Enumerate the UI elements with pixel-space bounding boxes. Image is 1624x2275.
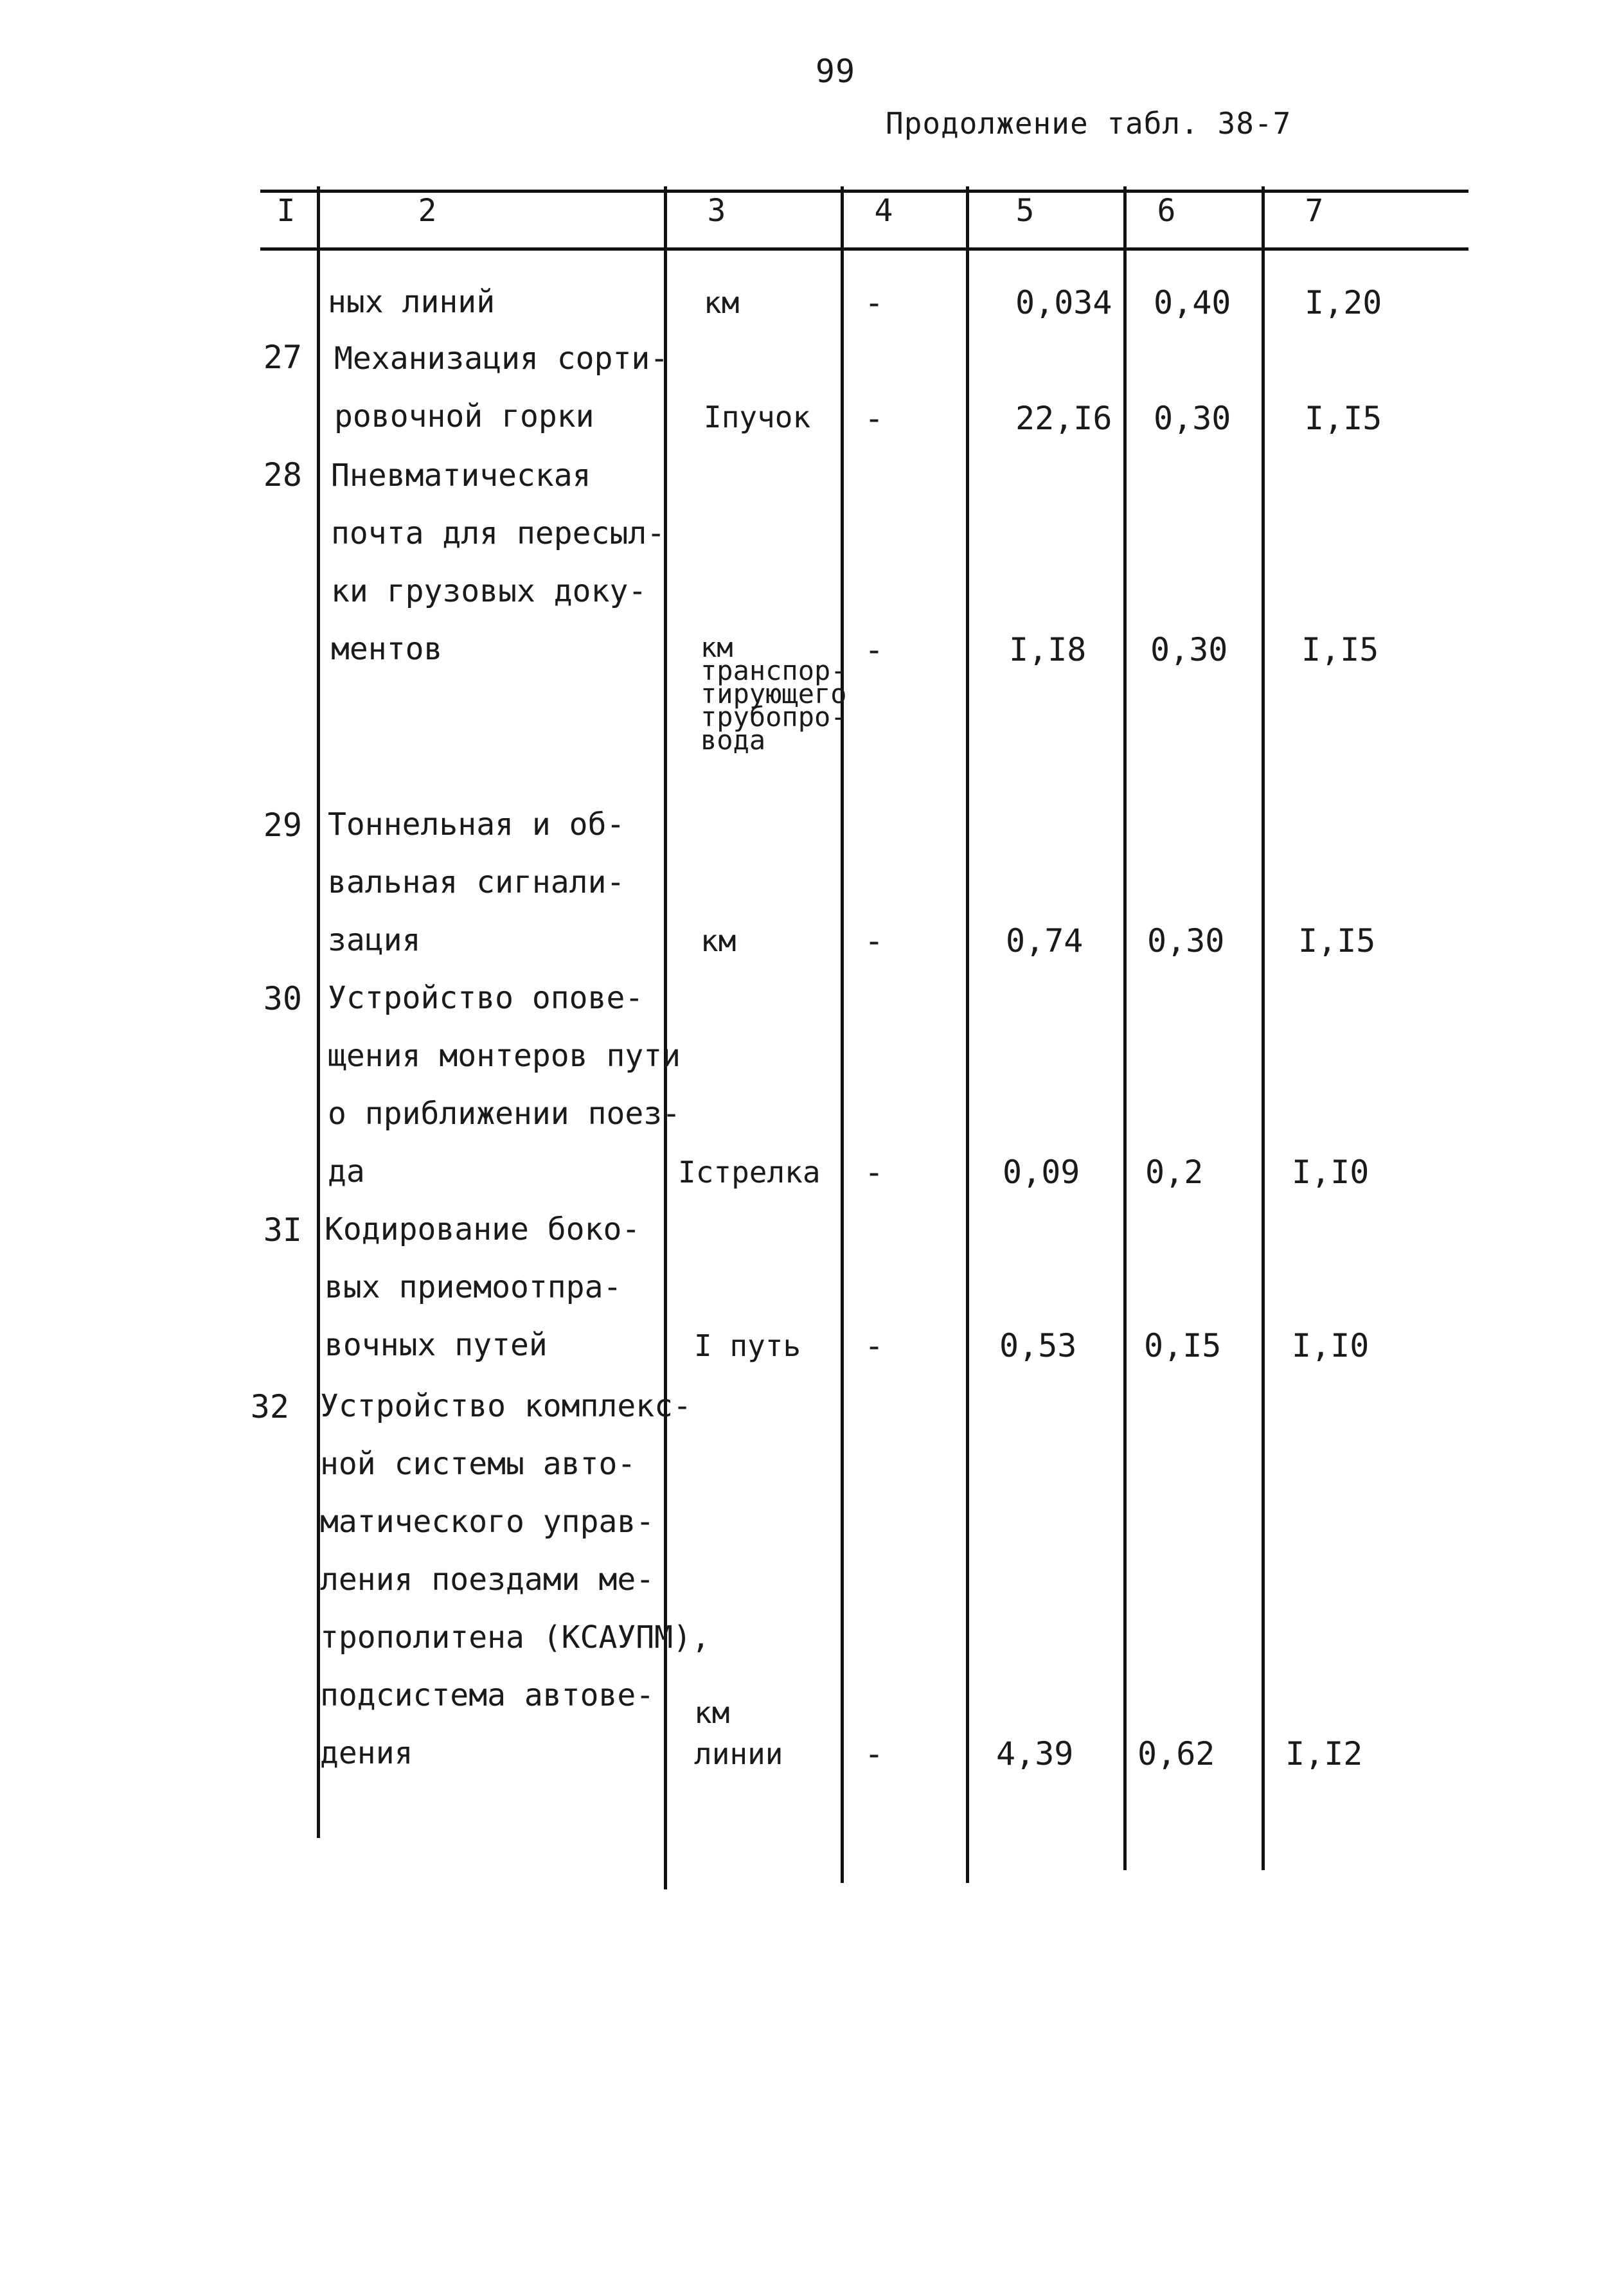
table-header-rule bbox=[260, 247, 1468, 251]
row-name-line: о приближении поез- bbox=[328, 1096, 681, 1132]
header-col-6: 6 bbox=[1157, 193, 1176, 229]
row-name-line: ки грузовых доку- bbox=[331, 573, 647, 609]
row-name-line: да bbox=[328, 1154, 365, 1190]
row-col7: I,I5 bbox=[1301, 631, 1379, 668]
row-col6: 0,30 bbox=[1150, 631, 1228, 668]
row-unit: I путь bbox=[694, 1328, 801, 1363]
header-col-4: 4 bbox=[874, 193, 893, 229]
row-col5: 4,39 bbox=[996, 1735, 1074, 1772]
row-col5: 22,I6 bbox=[1015, 400, 1112, 437]
row-col7: I,I2 bbox=[1285, 1735, 1363, 1772]
row-name-line: ментов bbox=[331, 631, 443, 667]
row-name-line: Устройство опове- bbox=[328, 980, 644, 1016]
header-col-3: 3 bbox=[707, 193, 726, 229]
row-col6: 0,62 bbox=[1138, 1735, 1215, 1772]
row-number: 28 bbox=[263, 456, 302, 494]
row-name-line: вочных путей bbox=[325, 1327, 548, 1363]
column-divider-4 bbox=[966, 186, 969, 1883]
header-col-5: 5 bbox=[1015, 193, 1035, 229]
page-number: 99 bbox=[815, 53, 856, 90]
column-divider-3 bbox=[841, 186, 844, 1883]
row-name-line: матического управ- bbox=[320, 1504, 655, 1540]
row-unit-line: линии bbox=[694, 1736, 783, 1771]
header-col-2: 2 bbox=[418, 193, 437, 229]
row-col6: 0,2 bbox=[1145, 1154, 1204, 1191]
row-col6: 0,I5 bbox=[1144, 1327, 1222, 1364]
row-name-line: щения монтеров пути bbox=[328, 1038, 681, 1074]
row-col4: - bbox=[864, 922, 884, 959]
row-name-line: вых приемоотпра- bbox=[325, 1269, 622, 1305]
header-col-1: I bbox=[276, 193, 296, 229]
column-divider-6 bbox=[1262, 186, 1265, 1870]
row-unit-line: тирующего bbox=[700, 678, 847, 709]
row-col7: I,I5 bbox=[1305, 400, 1382, 437]
row-unit-line: вода bbox=[700, 724, 766, 756]
row-col5: 0,53 bbox=[999, 1327, 1077, 1364]
row-col5: 0,09 bbox=[1003, 1154, 1080, 1191]
row-unit: Iпучок bbox=[704, 400, 811, 434]
row-col4: - bbox=[864, 284, 884, 321]
row-col7: I,I0 bbox=[1292, 1154, 1370, 1191]
row-unit: Iстрелка bbox=[678, 1155, 821, 1190]
row-name-line: ления поездами ме- bbox=[320, 1562, 655, 1598]
row-col6: 0,30 bbox=[1154, 400, 1231, 437]
row-name-line: Устройство комплекс- bbox=[320, 1388, 692, 1424]
row-col4: - bbox=[864, 631, 884, 668]
row-name-line: ной системы авто- bbox=[320, 1446, 636, 1482]
row-col4: - bbox=[864, 1735, 884, 1772]
row-name-line: Механизация сорти- bbox=[334, 341, 669, 377]
row-unit-line: км bbox=[700, 632, 733, 663]
row-number: 3I bbox=[263, 1211, 302, 1249]
header-col-7: 7 bbox=[1305, 193, 1324, 229]
row-col4: - bbox=[864, 1327, 884, 1364]
row-col6: 0,30 bbox=[1147, 922, 1225, 959]
row-unit: км bbox=[704, 285, 740, 320]
row-col5: 0,034 bbox=[1015, 284, 1112, 321]
row-col5: I,I8 bbox=[1009, 631, 1087, 668]
row-col5: 0,74 bbox=[1006, 922, 1084, 959]
row-unit-line: трубопро- bbox=[700, 701, 847, 733]
row-name-line: Пневматическая bbox=[331, 458, 591, 494]
row-name-line: ровочной горки bbox=[334, 398, 594, 434]
row-col4: - bbox=[864, 1154, 884, 1191]
row-name-line: подсистема автове- bbox=[320, 1677, 655, 1713]
row-name-line: вальная сигнали- bbox=[328, 864, 625, 900]
row-name-line: зация bbox=[328, 922, 421, 958]
row-name-line: почта для пересыл- bbox=[331, 515, 666, 551]
row-number: 30 bbox=[263, 980, 302, 1017]
row-unit-line: км bbox=[694, 1695, 730, 1730]
row-number: 32 bbox=[250, 1388, 289, 1425]
row-name-line: трополитена (КСАУПМ), bbox=[320, 1619, 710, 1655]
row-name-line: Тоннельная и об- bbox=[328, 807, 625, 843]
row-number: 27 bbox=[263, 339, 302, 376]
row-col4: - bbox=[864, 400, 884, 437]
column-divider-5 bbox=[1123, 186, 1127, 1870]
row-unit bbox=[700, 632, 847, 756]
row-col7: I,20 bbox=[1305, 284, 1382, 321]
row-col7: I,I5 bbox=[1298, 922, 1376, 959]
row-name-line: Кодирование боко- bbox=[325, 1211, 641, 1247]
row-unit-line: транспор- bbox=[700, 655, 847, 686]
row-unit: км bbox=[700, 923, 736, 958]
row-col7: I,I0 bbox=[1292, 1327, 1370, 1364]
row-col6: 0,40 bbox=[1154, 284, 1231, 321]
row-number: 29 bbox=[263, 807, 302, 844]
row-name-line: дения bbox=[320, 1735, 413, 1771]
table-continuation-caption: Продолжение табл. 38-7 bbox=[886, 106, 1292, 141]
row-name-line: ных линий bbox=[328, 284, 495, 320]
